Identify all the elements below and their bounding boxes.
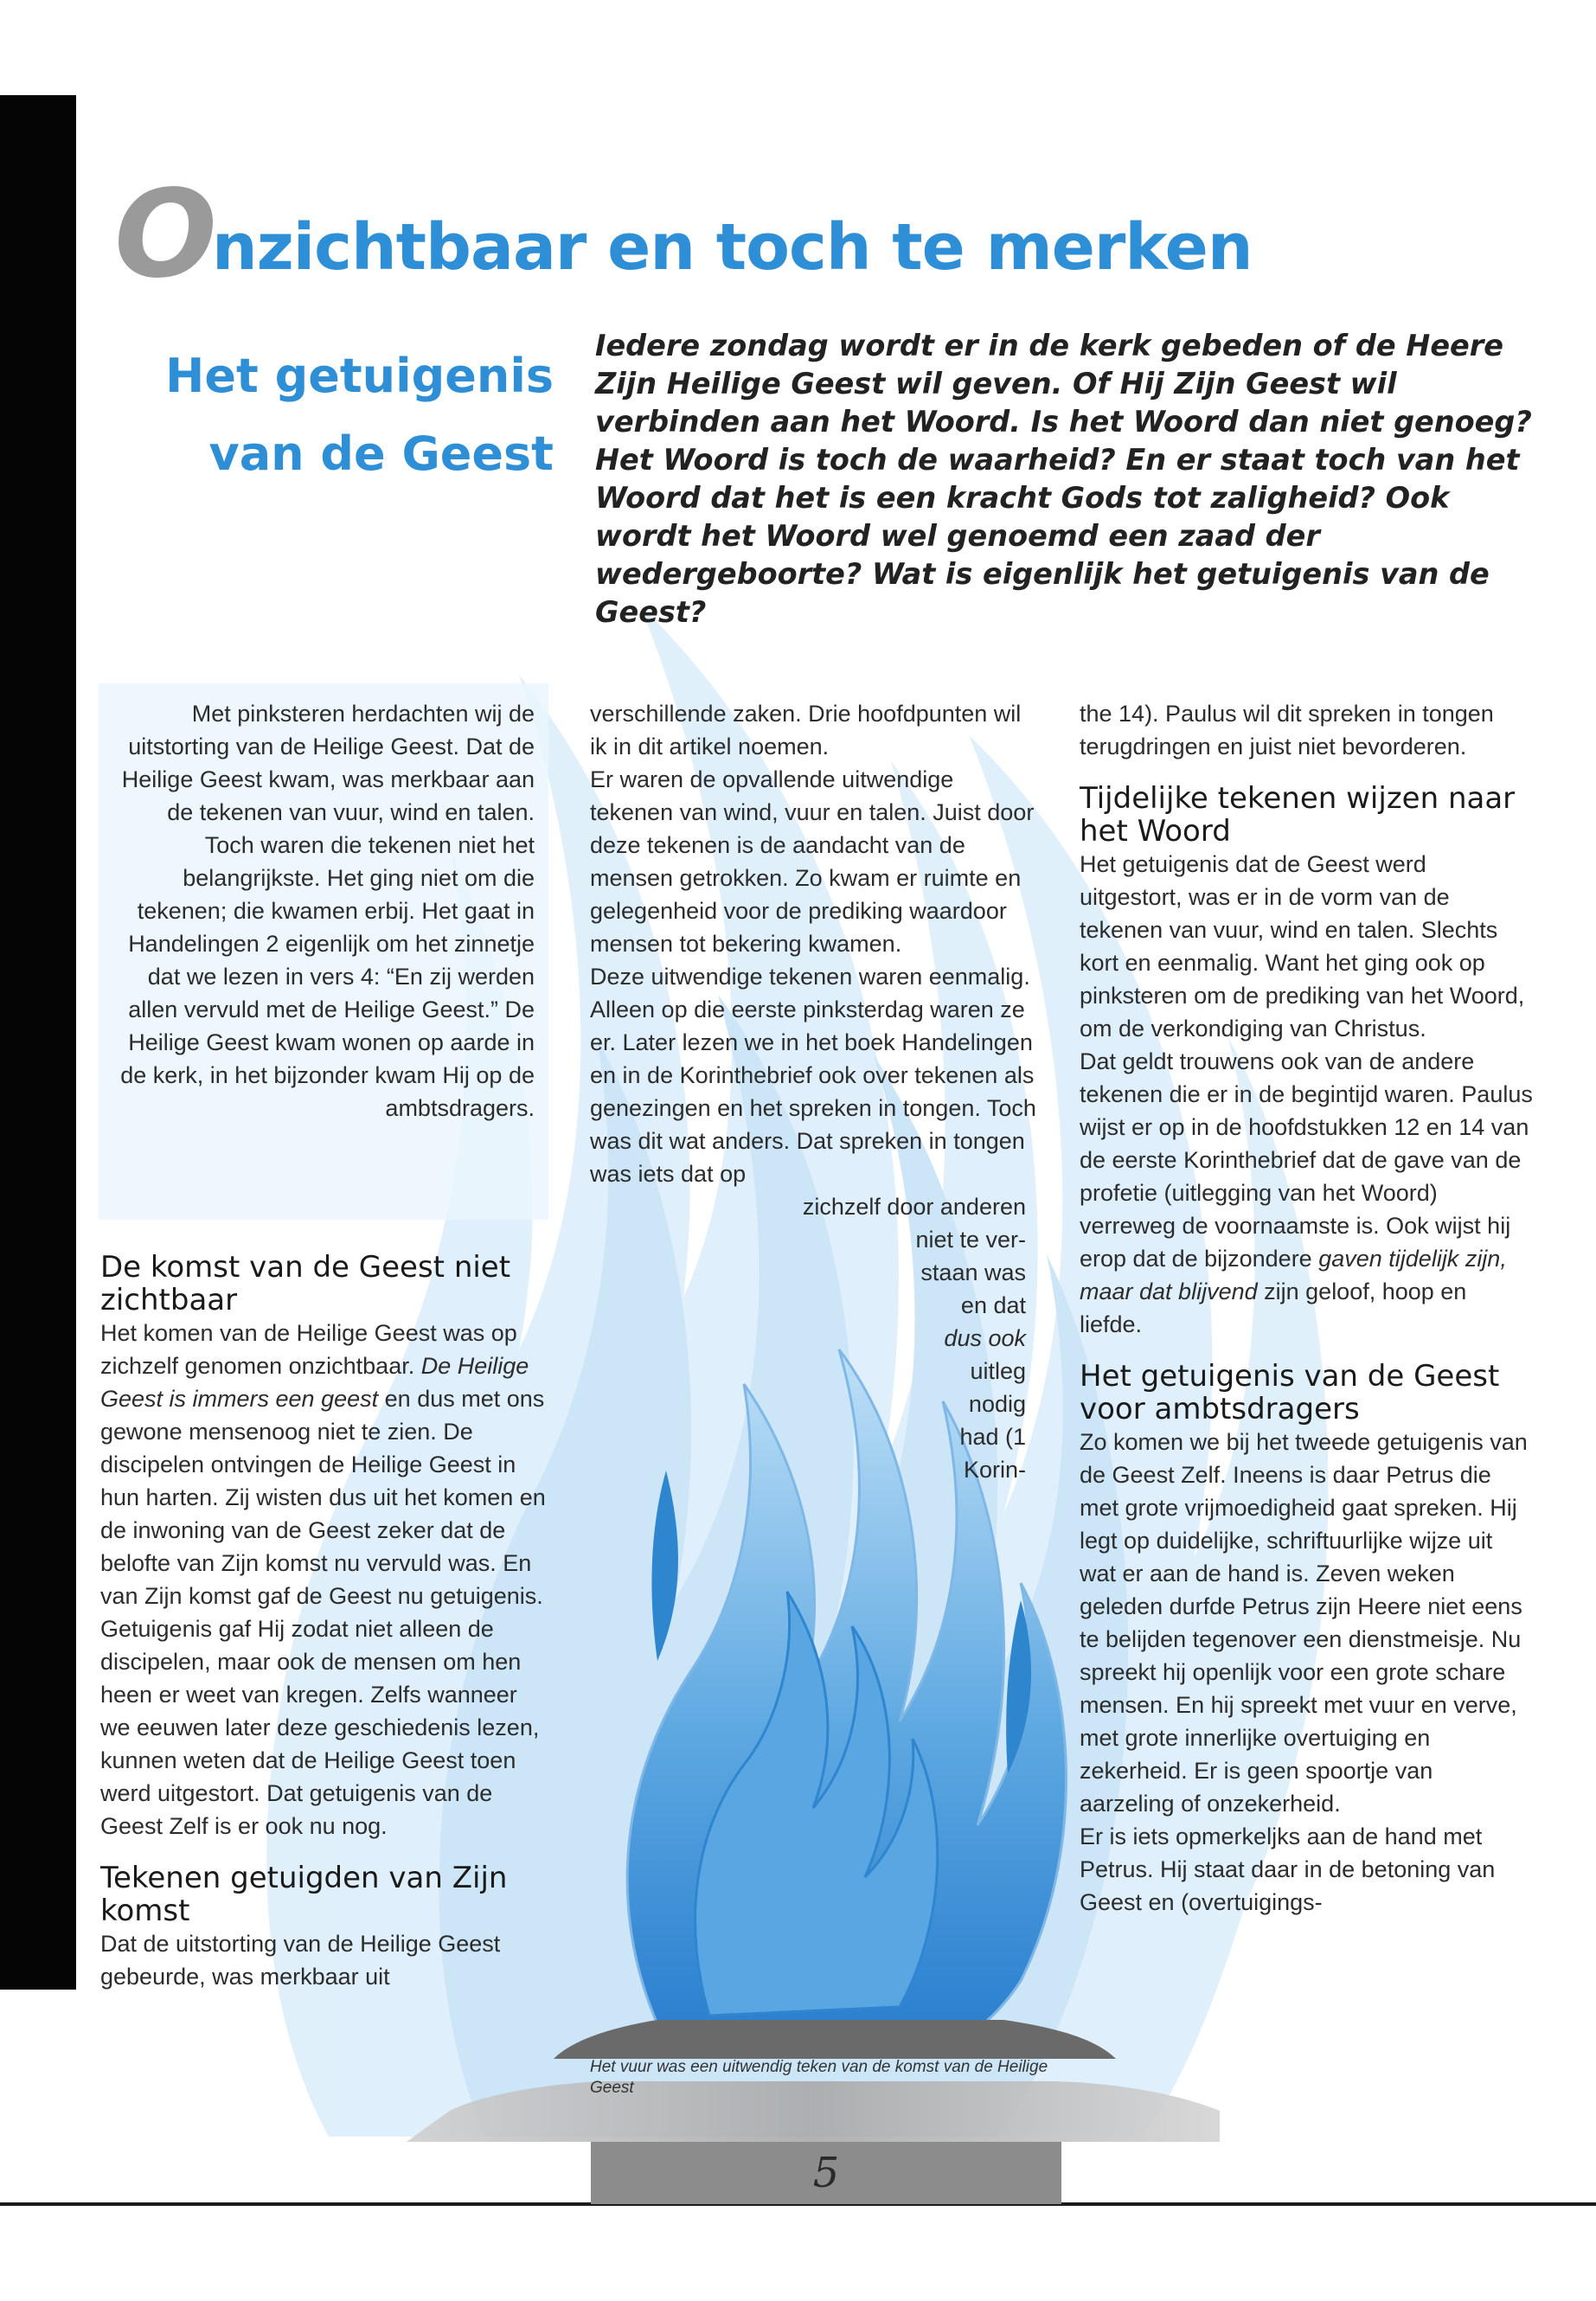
column-3-paragraph-4: Zo komen we bij het tweede getuigenis van de Geest Zelf. Ineens is daar Petrus die met grote vrijmoedigheid gaat spreken. Hij legt op duidelijke, schriftuurlijke wijze uit wat er aan de hand is. Zeven weken geleden durfde Petrus zijn Heere niet eens te belijden tegenover een dienstmeisje. Nu spreekt hij openlijk voor een grote schare mensen. En hij spreekt met vuur en verve, met grote innerlijke overtuiging en zekerheid. Er is geen spoortje van aarzeling of onzekerheid. [1080, 1429, 1528, 1817]
column-3-paragraph-5: Er is iets opmerkeljks aan de hand met Petrus. Hij staat daar in de betoning van Geest en (overtuigings- [1080, 1823, 1496, 1915]
column-2 [590, 697, 1040, 1486]
column-1-paragraph-2: Dat de uitstorting van de Heilige Geest gebeurde, was merkbaar uit [100, 1931, 501, 1990]
italic-phrase: De Heilige Geest is immers een geest [100, 1353, 529, 1412]
column-3-paragraph-1: the 14). Paulus wil dit spreken in tongen terugdringen en juist niet bevorderen. [1080, 701, 1494, 760]
page-number: 5 [812, 2149, 840, 2197]
page-left-black-edge [0, 95, 76, 1990]
image-caption: Het vuur was een uitwendig teken van de komst van de Heilige Geest [590, 2058, 1048, 2097]
intro-paragraph: Iedere zondag wordt er in de kerk gebeden of de Heere Zijn Heilige Geest wil geven. Of Hij Zijn Geest wil verbinden aan het Woord. Is het Woord dan niet genoeg? Het Woord is toch de waarheid? En er staat toch van het Woord dat het is een kracht Gods tot zaligheid? Ook wordt het Woord wel genoemd een zaad der wedergeboorte? Wat is eigenlijk het getuigenis van de Geest? [595, 329, 1532, 629]
column-1 [100, 1251, 550, 1993]
flame-base [554, 2020, 1116, 2059]
column-3-paragraph-2: Het getuigenis dat de Geest werd uitgestort, was er in de vorm van de tekenen van vuur, wind en talen. Slechts kort en eenmalig. Want het ging ook op pinksteren om de prediking van het Woord, om de verkondiging van Christus. [1080, 851, 1525, 1042]
article-subtitle [130, 337, 554, 493]
lead-paragraph: Met pinksteren herdachten wij de uitstorting van de Heilige Geest. Dat de Heilige Geest kwam, was merkbaar aan de tekenen van vuur, wind en talen. Toch waren die tekenen niet het belangrijkste. Het ging niet om die tekenen; die kwamen erbij. Het gaat in Handelingen 2 eigenlijk om het zinnetje dat we lezen in vers 4: “En zij werden allen vervuld met de Heilige Geest.” De Heilige Geest kwam wonen op aarde in de kerk, in het bijzonder kwam Hij op de ambtsdragers. [120, 701, 535, 1121]
subtitle-line-1: Het getuigenis [165, 349, 554, 403]
title-initial: O [114, 164, 213, 305]
column-3 [1080, 697, 1534, 1919]
heading-tekenen-getuigden: Tekenen getuigden van Zijn komst [100, 1861, 508, 1928]
column-2-wrapped-text: zichzelf door anderen niet te ver- staan was en dat dus ook uitleg nodig had (1 Korin- [802, 1194, 1026, 1483]
subtitle-line-2: van de Geest [208, 426, 554, 481]
italic-phrase-2: gaven tijdelijk zijn, maar dat blijvend [1080, 1246, 1507, 1304]
column-2-paragraph-2: Er waren de opvallende uitwendige tekenen van wind, vuur en talen. Juist door deze tekenen is de aandacht van de mensen getrokken. Zo kwam er ruimte en gelegenheid voor de prediking waardoor mensen tot bekering kwamen. [590, 766, 1035, 957]
column-1-paragraph-1: Het komen van de Heilige Geest was op zichzelf genomen onzichtbaar. De Heilige Geest is immers een geest en dus met ons gewone mensenoog niet te zien. De discipelen ontvingen de Heilige Geest in hun harten. Zij wisten dus uit het komen en de inwoning van de Geest zeker dat de belofte van Zijn komst nu vervuld was. En van Zijn komst gaf de Geest nu getuigenis. Getuigenis gaf Hij zodat niet alleen de discipelen, maar ook de mensen om hen heen er weet van kregen. Zelfs wanneer we eeuwen later deze geschiedenis lezen, kunnen weten dat de Heilige Geest toen werd uitgestort. Dat getuigenis van de Geest Zelf is er ook nu nog. [100, 1320, 546, 1839]
column-2-paragraph-1: verschillende zaken. Drie hoofdpunten wil ik in dit artikel noemen. [590, 701, 1022, 760]
heading-getuigenis-ambtsdragers: Het getuigenis van de Geest voor ambtsdragers [1080, 1359, 1500, 1426]
heading-tijdelijke-tekenen: Tijdelijke tekenen wijzen naar het Woord [1080, 781, 1516, 849]
article-title [114, 164, 1253, 305]
column-3-paragraph-3: Dat geldt trouwens ook van de andere tekenen die er in de begintijd waren. Paulus wijst er op in de hoofdstukken 12 en 14 van de eerste Korinthebrief dat de gave van de profetie (uitlegging van het Woord) verreweg de voornaamste is. Ook wijst hij erop dat de bijzondere gaven tijdelijk zijn, maar dat blijvend zijn geloof, hoop en liefde. [1080, 1048, 1533, 1337]
column-2-paragraph-3: Deze uitwendige tekenen waren eenmalig. Alleen op die eerste pinksterdag waren ze er. Later lezen we in het boek Handelingen en in de Korinthebrief ook over tekenen als genezingen en het spreken in tongen. Toch was dit wat anders. Dat spreken in tongen was iets dat op [590, 964, 1036, 1187]
heading-komst-niet-zichtbaar: De komst van de Geest niet zichtbaar [100, 1250, 511, 1317]
title-rest: nzichtbaar en toch te merken [212, 210, 1253, 285]
